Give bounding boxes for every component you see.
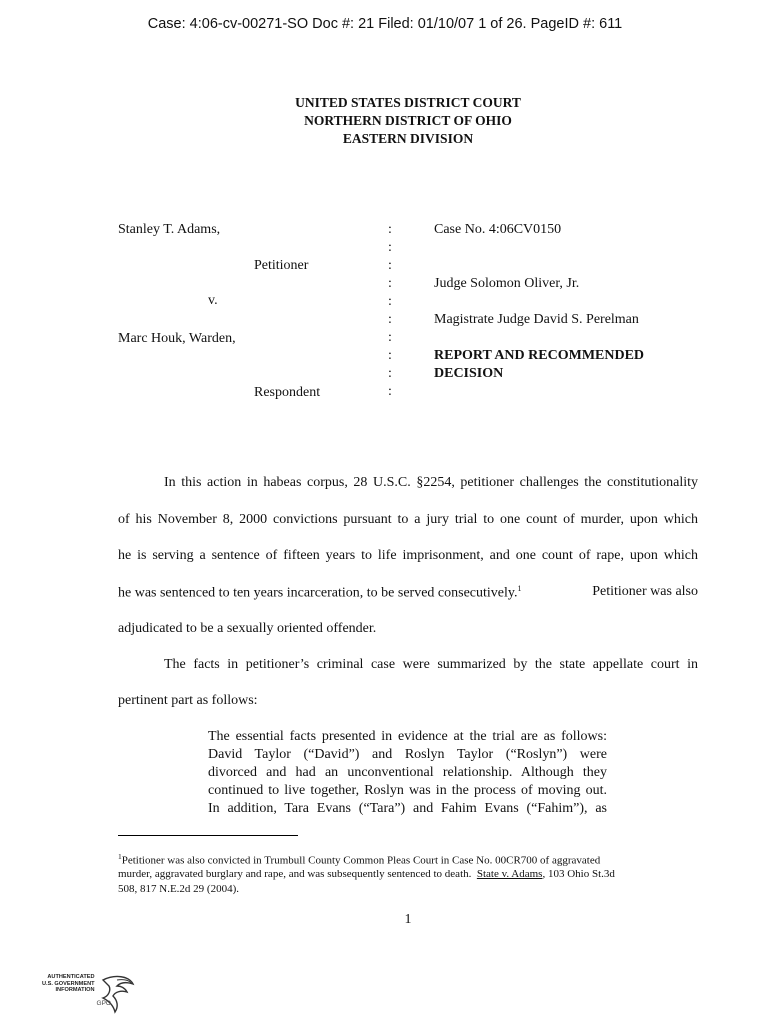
body-line: of his November 8, 2000 convictions pursuant to a jury trial to one count of murder, upon which	[118, 512, 698, 527]
quote-line: In addition, Tara Evans (“Tara”) and Fahim Evans (“Fahim”), as	[208, 801, 607, 816]
caption-colon: :	[388, 222, 392, 237]
gpo-authentication-logo	[42, 974, 137, 1014]
footnote-mark: 1	[118, 852, 122, 861]
body-text: Petitioner was also	[592, 584, 698, 599]
caption-colon: :	[388, 258, 392, 273]
respondent-name: Marc Houk, Warden,	[118, 331, 236, 346]
quote-line: continued to live together, Roslyn was in the process of moving out.	[208, 783, 607, 798]
logo-text-line: U.S. GOVERNMENT	[42, 980, 95, 987]
logo-gpo-label: GPO	[96, 1000, 111, 1007]
court-name-line1: UNITED STATES DISTRICT COURT	[295, 95, 521, 110]
versus-label: v.	[208, 293, 218, 308]
petitioner-name: Stanley T. Adams,	[118, 222, 221, 237]
caption-colon: :	[388, 240, 392, 255]
caption-colon: :	[388, 312, 392, 327]
respondent-label: Respondent	[254, 385, 321, 400]
body-line: adjudicated to be a sexually oriented offender.	[118, 621, 377, 636]
logo-text-line: INFORMATION	[55, 987, 95, 993]
footnote-reference[interactable]: 1	[517, 584, 522, 593]
eagle-icon	[97, 974, 137, 1014]
caption-colon: :	[388, 366, 392, 381]
logo-text-line: AUTHENTICATED	[47, 974, 95, 980]
body-text: he was sentenced to ten years incarceration, to be served consecutively.	[118, 585, 518, 601]
page-number: 1	[404, 912, 412, 927]
case-citation: State v. Adams	[476, 868, 543, 880]
footnote-line	[118, 852, 698, 867]
document-title-line2: DECISION	[434, 366, 504, 381]
caption-colon: :	[388, 348, 392, 363]
body-line	[118, 584, 698, 602]
petitioner-label: Petitioner	[254, 258, 309, 273]
case-number: Case No. 4:06CV0150	[434, 222, 562, 237]
magistrate-judge-name: Magistrate Judge David S. Perelman	[434, 312, 639, 327]
document-title-line1: REPORT AND RECOMMENDED	[434, 348, 645, 363]
court-name-line2: NORTHERN DISTRICT OF OHIO	[304, 113, 512, 128]
footnote-line	[118, 868, 698, 880]
body-line: The facts in petitioner’s criminal case were summarized by the state appellate court in	[164, 657, 698, 672]
body-line-segment	[118, 584, 521, 602]
judge-name: Judge Solomon Oliver, Jr.	[434, 276, 580, 291]
caption-colon: :	[388, 330, 392, 345]
document-header-stamp: Case: 4:06-cv-00271-SO Doc #: 21 Filed: 01/10/07 1 of 26. PageID #: 611	[147, 16, 623, 32]
footnote-text: Petitioner was also convicted in Trumbull County Common Pleas Court in Case No. 00CR700 of aggravated	[121, 854, 601, 867]
quote-line: David Taylor (“David”) and Roslyn Taylor (“Roslyn”) were	[208, 747, 607, 762]
footnote-divider	[118, 835, 298, 836]
footnote-line: 508, 817 N.E.2d 29 (2004).	[118, 883, 239, 895]
logo-text-block	[42, 974, 95, 994]
quote-line: The essential facts presented in evidence at the trial are as follows:	[208, 729, 607, 744]
court-name-line3: EASTERN DIVISION	[342, 131, 474, 146]
caption-colon: :	[388, 294, 392, 309]
caption-colon: :	[388, 276, 392, 291]
footnote-text: , 103 Ohio St.3d	[542, 868, 615, 880]
body-line: pertinent part as follows:	[118, 693, 258, 708]
body-line: In this action in habeas corpus, 28 U.S.C. §2254, petitioner challenges the constitutionality	[164, 475, 698, 490]
body-line: he is serving a sentence of fifteen years to life imprisonment, and one count of rape, upon which	[118, 548, 698, 563]
quote-line: divorced and had an unconventional relationship. Although they	[208, 765, 607, 780]
caption-colon: :	[388, 384, 392, 399]
footnote-text: murder, aggravated burglary and rape, and was subsequently sentenced to death.	[118, 868, 477, 880]
